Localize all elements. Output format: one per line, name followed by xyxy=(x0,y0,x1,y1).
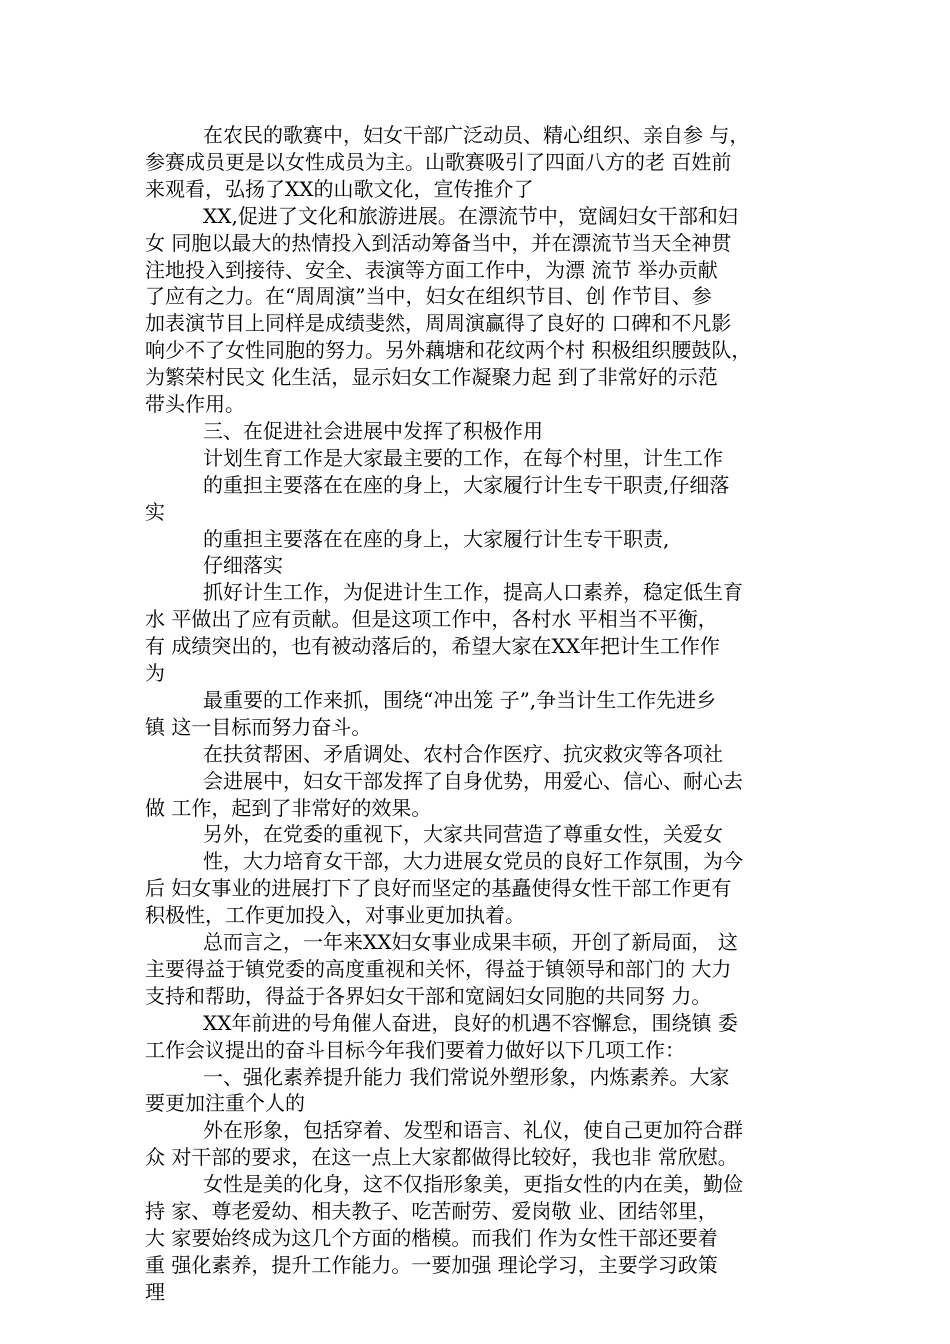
text-line: 支持和帮助，得益于各界妇女干部和宽阔妇女同胞的共同努 力。 xyxy=(145,984,712,1008)
text-line: 众 对干部的要求，在这一点上大家都做得比较好，我也非 常欣慰。 xyxy=(145,1145,738,1169)
text-line: 要更加注重个人的 xyxy=(145,1091,305,1115)
text-line: 的重担主要落在在座的身上，大家履行计生专干职责, xyxy=(203,527,670,551)
text-line: 带头作用。 xyxy=(145,392,245,416)
text-line: 最重要的工作来抓，围绕“冲出笼 子”,争当计生工作先进乡 xyxy=(203,688,717,712)
text-line: 镇 这一目标而努力奋斗。 xyxy=(145,715,372,739)
text-line: 积极性，工作更加投入，对事业更加执着。 xyxy=(145,903,525,927)
text-line: 做 工作，起到了非常好的效果。 xyxy=(145,796,432,820)
text-line: 理 xyxy=(145,1280,165,1304)
text-line: 为繁荣村民文 化生活，显示妇女工作凝聚力起 到了非常好的示范 xyxy=(145,365,718,389)
text-line: 计划生育工作是大家最主要的工作，在每个村里，计生工作 xyxy=(203,446,723,470)
text-line: 来观看，弘扬了XX的山歌文化，宣传推介了 xyxy=(145,177,534,201)
text-line: 女 同胞以最大的热情投入到活动筹备当中，并在漂流节当天全神贯 xyxy=(145,231,732,255)
text-line: 一、强化素养提升能力 我们常说外塑形象，内炼素养。大家 xyxy=(203,1065,730,1089)
text-line: 在农民的歌赛中，妇女干部广泛动员、精心组织、亲自参 与， xyxy=(203,123,750,147)
text-line: 水 平做出了应有贡献。但是这项工作中，各村水 平相当不平衡， xyxy=(145,607,718,631)
text-line: XX,促进了文化和旅游进展。在漂流节中，宽阔妇女干部和妇 xyxy=(203,204,738,228)
text-line: 三、在促进社会进展中发挥了积极作用 xyxy=(203,419,543,443)
text-line: 参赛成员更是以女性成员为主。山歌赛吸引了四面八方的老 百姓前 xyxy=(145,150,732,174)
text-line: 的重担主要落在在座的身上，大家履行计生专干职责,仔细落 xyxy=(203,473,730,497)
text-line: XX年前进的号角催人奋进，良好的机遇不容懈怠，围绕镇 委 xyxy=(203,1011,738,1035)
text-line: 性，大力培育女干部，大力进展女党员的良好工作氛围，为今 xyxy=(203,849,743,873)
text-line: 后 妇女事业的进展打下了良好而坚定的基矗使得女性干部工作更有 xyxy=(145,876,732,900)
text-line: 另外，在党委的重视下，大家共同营造了尊重女性，关爱女 xyxy=(203,822,723,846)
text-line: 主要得益于镇党委的高度重视和关怀，得益于镇领导和部门的 大力 xyxy=(145,957,732,981)
text-line: 注地投入到接待、安全、表演等方面工作中，为漂 流节 举办贡献 xyxy=(145,258,718,282)
text-line: 外在形象，包括穿着、发型和语言、礼仪，使自己更加符合群 xyxy=(203,1118,743,1142)
text-line: 总而言之，一年来XX妇女事业成果丰硕，开创了新局面， 这 xyxy=(203,930,738,954)
text-line: 女性是美的化身，这不仅指形象美，更指女性的内在美，勤俭 xyxy=(203,1172,743,1196)
text-line: 了应有之力。在“周周演”当中，妇女在组织节目、创 作节目、参 xyxy=(145,284,712,308)
text-line: 实 xyxy=(145,500,165,524)
text-line: 大 家要始终成为这几个方面的楷模。而我们 作为女性干部还要着 xyxy=(145,1226,718,1250)
text-line: 有 成绩突出的，也有被动落后的，希望大家在XX年把计生工作作 xyxy=(145,634,720,658)
text-line: 会进展中，妇女干部发挥了自身优势，用爱心、信心、耐心去 xyxy=(203,769,743,793)
text-line: 响少不了女性同胞的努力。另外藕塘和花纹两个村 积极组织腰鼓队， xyxy=(145,338,752,362)
text-line: 加表演节目上同样是成绩斐然，周周演赢得了良好的 口碑和不凡影 xyxy=(145,311,732,335)
text-line: 重 强化素养，提升工作能力。一要加强 理论学习，主要学习政策 xyxy=(145,1253,718,1277)
text-line: 在扶贫帮困、矛盾调处、农村合作医疗、抗灾救灾等各项社 xyxy=(203,742,723,766)
text-line: 持 家、尊老爱幼、相夫教子、吃苦耐劳、爱岗敬 业、团结邻里， xyxy=(145,1199,718,1223)
text-line: 仔细落实 xyxy=(203,553,283,577)
text-line: 抓好计生工作，为促进计生工作，提高人口素养，稳定低生育 xyxy=(203,580,743,604)
text-line: 工作会议提出的奋斗目标今年我们要着力做好以下几项工作： xyxy=(145,1038,685,1062)
text-line: 为 xyxy=(145,661,165,685)
